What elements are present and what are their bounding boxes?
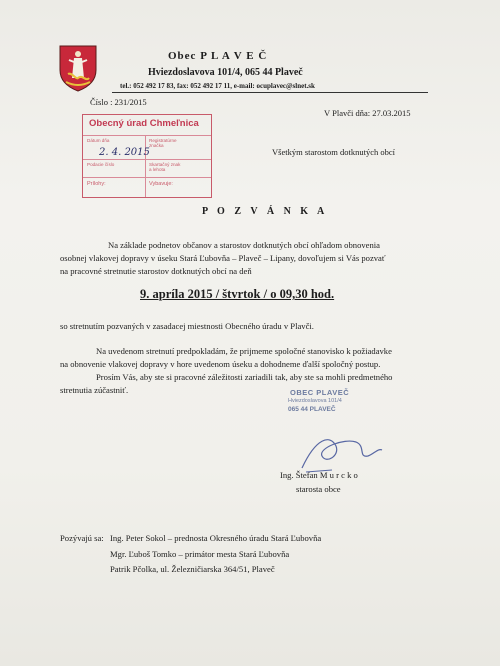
municipality-title: Obec P L A V E Č	[168, 50, 268, 62]
document-title: P O Z V Á N K A	[202, 206, 328, 217]
body-paragraph-line: Prosím Vás, aby ste si pracovné záležitosti zariadili tak, aby ste sa mohli predmetného	[96, 372, 393, 382]
stamp-field-registry-mark: Registratúrne značka	[149, 138, 177, 148]
stamp-field-date: Dátum dňa	[87, 138, 110, 143]
stamp-divider	[83, 159, 211, 160]
invitees-label: Pozývajú sa:	[60, 533, 104, 543]
body-paragraph-line: na obnovenie vlakovej dopravy v hore uvedenom úseku a dohodneme ďalší spoločný postup.	[60, 359, 381, 369]
stamp-divider	[83, 177, 211, 178]
office-stamp-line: Hviezdoslavova 101/4	[288, 398, 342, 404]
signatory-function: starosta obce	[296, 484, 341, 494]
body-paragraph-line: so stretnutím pozvaných v zasadacej miestnosti Obecného úradu v Plavči.	[60, 321, 314, 331]
stamp-divider	[145, 135, 146, 197]
body-paragraph-line: Na základe podnetov občanov a starostov dotknutých obcí ohľadom obnovenia	[108, 240, 380, 250]
header-rule	[112, 92, 428, 93]
stamp-divider	[83, 135, 211, 136]
body-paragraph-line: Na uvedenom stretnutí predpokladám, že prijmeme spoločné stanovisko k požiadavke	[96, 346, 392, 356]
invitee-line: Mgr. Ľuboš Tomko – primátor mesta Stará Ľubovňa	[110, 549, 290, 559]
registry-stamp	[82, 114, 212, 198]
stamp-field-filing-number: Podacie číslo	[87, 162, 115, 167]
body-paragraph-line: osobnej vlakovej dopravy v úseku Stará Ľubovňa – Plaveč – Lipany, dovoľujem si Vás pozvať	[60, 253, 386, 263]
stamp-field-attachments: Prílohy:	[87, 181, 106, 187]
office-stamp-line: OBEC PLAVEČ	[290, 388, 350, 397]
stamp-handwritten-date: 2. 4. 2015	[99, 147, 150, 158]
reference-number: Číslo : 231/2015	[90, 97, 147, 107]
municipality-contact: tel.: 052 492 17 83, fax: 052 492 17 11, e-mail: ocuplavec@slnet.sk	[120, 82, 315, 90]
invitee-line: Patrik Pčolka, ul. Železničiarska 364/51, Plaveč	[110, 564, 275, 574]
body-paragraph-line: na pracovné stretnutie starostov dotknutých obcí na deň	[60, 266, 252, 276]
office-stamp-line: 065 44 PLAVEČ	[288, 406, 336, 413]
municipality-address: Hviezdoslavova 101/4, 065 44 Plaveč	[148, 67, 303, 78]
coat-of-arms-icon	[58, 44, 98, 92]
stamp-field-handler: Vybavuje:	[149, 181, 173, 187]
body-paragraph-line: stretnutia zúčastniť.	[60, 385, 129, 395]
stamp-field-retention: Skartačný znak a lehota	[149, 162, 181, 172]
signatory-name: Ing. Štefan M u r c k o	[280, 470, 358, 480]
invitee-line: Ing. Peter Sokol – prednosta Okresného úradu Stará Ľubovňa	[110, 533, 322, 543]
letter-date: V Plavči dňa: 27.03.2015	[324, 108, 411, 118]
meeting-date: 9. apríla 2015 / štvrtok / o 09,30 hod.	[140, 287, 335, 301]
stamp-title: Obecný úrad Chmeľnica	[89, 118, 199, 129]
addressee: Všetkým starostom dotknutých obcí	[272, 147, 396, 157]
